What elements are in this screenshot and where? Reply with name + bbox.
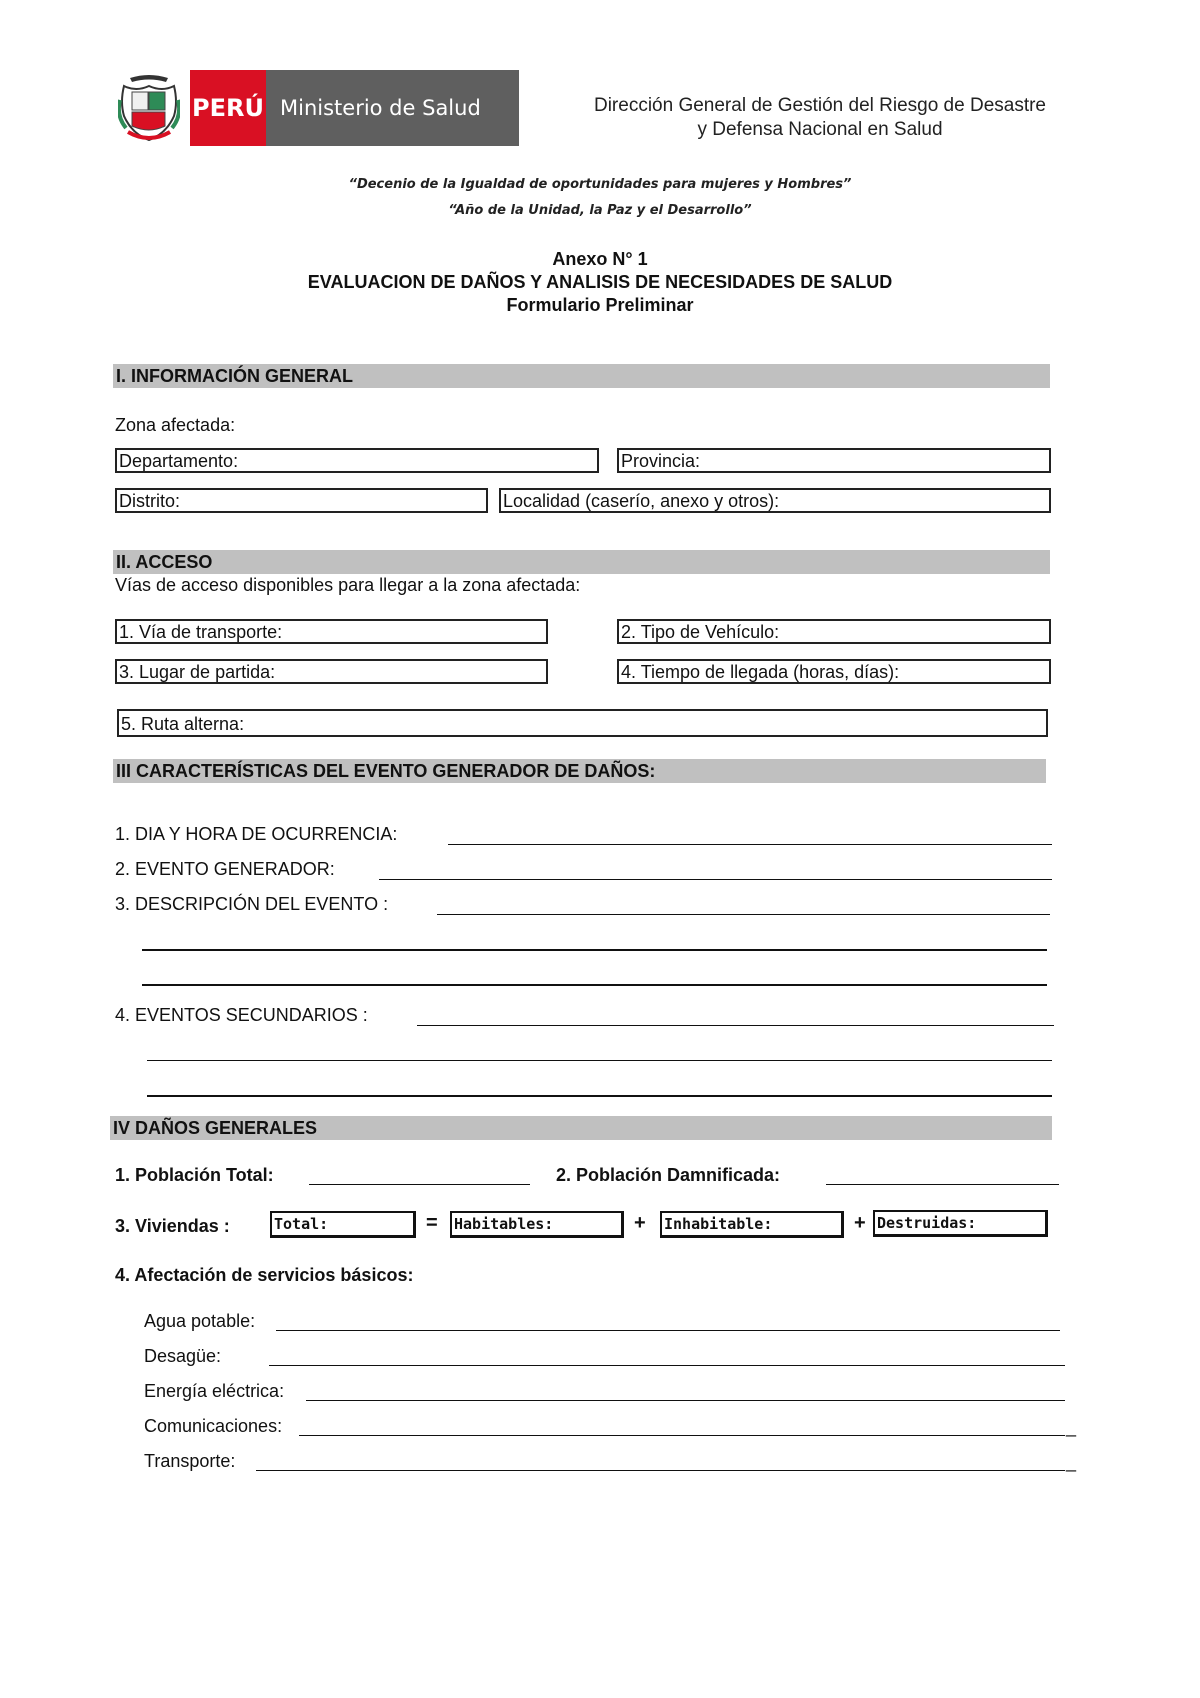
desague-label: Desagüe: bbox=[144, 1346, 222, 1366]
viviendas-label: 3. Viviendas : bbox=[115, 1216, 230, 1236]
agua-potable-line[interactable] bbox=[276, 1330, 1060, 1331]
eventos-secundarios-line-2[interactable] bbox=[147, 1060, 1052, 1061]
poblacion-damnificada-line[interactable] bbox=[826, 1184, 1059, 1185]
descripcion-line-2[interactable] bbox=[142, 949, 1047, 951]
comunicaciones-line[interactable] bbox=[299, 1435, 1065, 1436]
provincia-field[interactable]: Provincia: bbox=[617, 448, 1051, 473]
form-subtitle: Formulario Preliminar bbox=[506, 295, 694, 315]
direction-line1: Dirección General de Gestión del Riesgo de Desastre bbox=[593, 95, 1046, 116]
dia-hora-line[interactable] bbox=[448, 844, 1052, 845]
comunicaciones-trail: _ bbox=[1066, 1417, 1077, 1437]
agua-potable-label: Agua potable: bbox=[144, 1311, 256, 1331]
evento-generador-label: 2. EVENTO GENERADOR: bbox=[115, 859, 335, 879]
transporte-line[interactable] bbox=[256, 1470, 1065, 1471]
ministry-logo: Ministerio de Salud bbox=[266, 70, 519, 146]
tiempo-llegada-field[interactable]: 4. Tiempo de llegada (horas, días): bbox=[617, 659, 1051, 684]
motto-decenio: “Decenio de la Igualdad de oportunidades para mujeres y Hombres” bbox=[348, 177, 852, 192]
equals-sign: = bbox=[426, 1212, 438, 1234]
access-intro: Vías de acceso disponibles para llegar a la zona afectada: bbox=[115, 575, 581, 595]
lugar-partida-field[interactable]: 3. Lugar de partida: bbox=[115, 659, 548, 684]
viviendas-habitables-box[interactable]: Habitables: bbox=[450, 1211, 624, 1238]
motto-year: “Año de la Unidad, la Paz y el Desarrollo” bbox=[448, 203, 752, 218]
poblacion-damnificada-label: 2. Población Damnificada: bbox=[556, 1165, 781, 1185]
servicios-basicos-label: 4. Afectación de servicios básicos: bbox=[115, 1265, 414, 1285]
zona-afectada-label: Zona afectada: bbox=[115, 415, 236, 435]
eventos-secundarios-line-1[interactable] bbox=[417, 1025, 1054, 1026]
poblacion-total-line[interactable] bbox=[309, 1184, 530, 1185]
transporte-trail: _ bbox=[1066, 1452, 1077, 1472]
form-title: EVALUACION DE DAÑOS Y ANALISIS DE NECESIDADES DE SALUD bbox=[307, 272, 893, 292]
comunicaciones-label: Comunicaciones: bbox=[144, 1416, 283, 1436]
descripcion-line-1[interactable] bbox=[437, 914, 1050, 915]
eventos-secundarios-label: 4. EVENTOS SECUNDARIOS : bbox=[115, 1005, 368, 1025]
viviendas-total-box[interactable]: Total: bbox=[270, 1211, 416, 1238]
annex-number: Anexo N° 1 bbox=[552, 249, 648, 269]
coat-of-arms-icon bbox=[118, 72, 180, 144]
departamento-field[interactable]: Departamento: bbox=[115, 448, 599, 473]
descripcion-line-3[interactable] bbox=[142, 984, 1047, 986]
tipo-vehiculo-field[interactable]: 2. Tipo de Vehículo: bbox=[617, 619, 1051, 644]
section-general-info-heading: I. INFORMACIÓN GENERAL bbox=[113, 364, 1050, 388]
section-access-heading: II. ACCESO bbox=[113, 550, 1050, 574]
energia-electrica-line[interactable] bbox=[306, 1400, 1065, 1401]
plus-sign-1: + bbox=[634, 1212, 646, 1234]
direction-heading bbox=[560, 94, 1080, 142]
section-damage-heading: IV DAÑOS GENERALES bbox=[110, 1116, 1052, 1140]
viviendas-destruidas-box[interactable]: Destruidas: bbox=[873, 1210, 1048, 1237]
direction-line2: y Defensa Nacional en Salud bbox=[697, 119, 943, 140]
localidad-field[interactable]: Localidad (caserío, anexo y otros): bbox=[499, 488, 1051, 513]
dia-hora-label: 1. DIA Y HORA DE OCURRENCIA: bbox=[115, 824, 398, 844]
section-event-heading: III CARACTERÍSTICAS DEL EVENTO GENERADOR DE DAÑOS: bbox=[113, 759, 1046, 783]
evento-generador-line[interactable] bbox=[379, 879, 1052, 880]
peru-logo: PERÚ bbox=[190, 70, 266, 146]
transporte-label: Transporte: bbox=[144, 1451, 236, 1471]
via-transporte-field[interactable]: 1. Vía de transporte: bbox=[115, 619, 548, 644]
distrito-field[interactable]: Distrito: bbox=[115, 488, 488, 513]
poblacion-total-label: 1. Población Total: bbox=[115, 1165, 274, 1185]
descripcion-label: 3. DESCRIPCIÓN DEL EVENTO : bbox=[115, 894, 389, 914]
document-title bbox=[0, 248, 1200, 317]
ruta-alterna-field[interactable]: 5. Ruta alterna: bbox=[117, 709, 1048, 737]
desague-line[interactable] bbox=[269, 1365, 1065, 1366]
plus-sign-2: + bbox=[854, 1212, 866, 1234]
eventos-secundarios-line-3[interactable] bbox=[147, 1095, 1052, 1097]
energia-electrica-label: Energía eléctrica: bbox=[144, 1381, 285, 1401]
viviendas-inhabitable-box[interactable]: Inhabitable: bbox=[660, 1211, 844, 1238]
